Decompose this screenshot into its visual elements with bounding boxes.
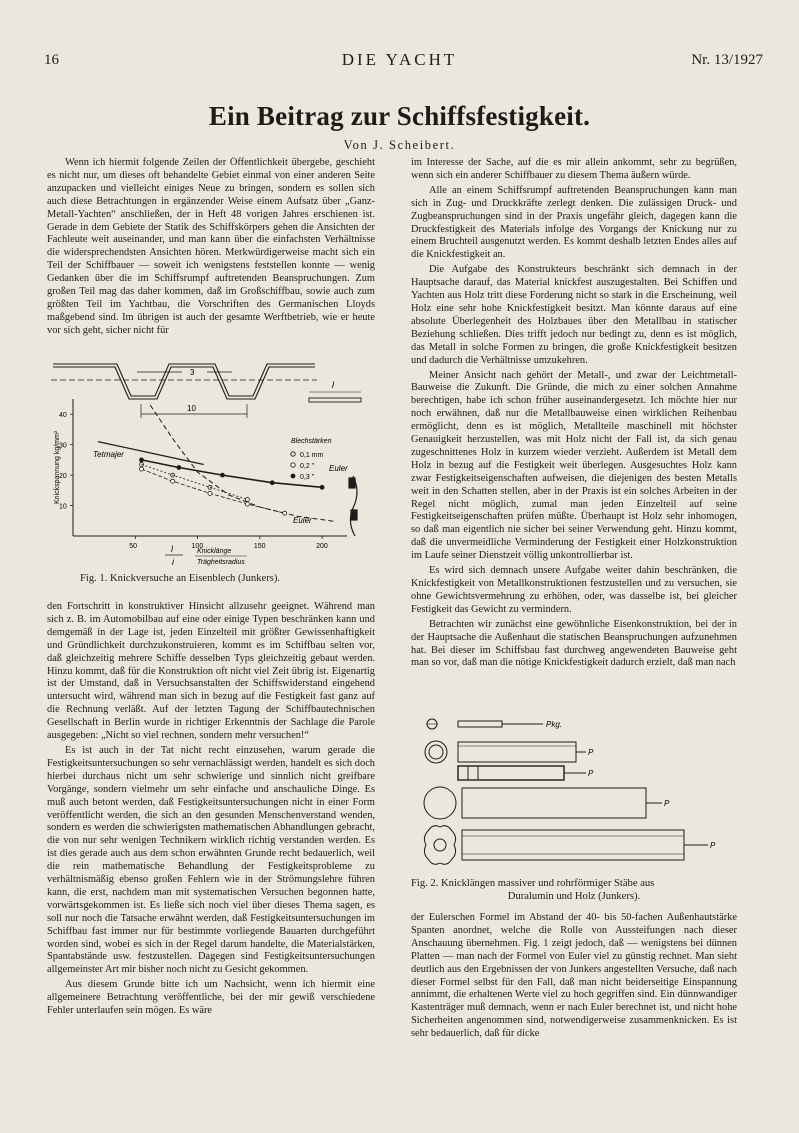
x-axis-label-den: i (172, 557, 174, 567)
dimension-label-3: 3 (190, 368, 195, 377)
x-tick-label: 150 (253, 543, 266, 550)
dimension-label-10: 10 (187, 404, 196, 413)
figure-2-caption-line-2: Duralumin und Holz (Junkers). (507, 891, 641, 902)
page-number: 16 (44, 52, 59, 68)
x-axis-label (165, 544, 247, 567)
data-point-0-2 (283, 511, 287, 515)
legend-marker-0-2 (291, 463, 295, 467)
data-point-0-2 (140, 467, 144, 471)
profiled-tube (462, 830, 684, 860)
data-point-0-3 (270, 481, 274, 485)
x-tick-label: 50 (129, 543, 138, 550)
series-line-0-2 (142, 469, 285, 513)
data-point-0-1-mm (245, 497, 249, 501)
legend-marker-0-3 (291, 474, 296, 479)
wood-bar (458, 766, 564, 780)
curve-label-euler-lower: Euler (293, 516, 312, 525)
figure-1-chart (47, 354, 377, 572)
data-point-0-2 (208, 491, 212, 495)
load-label: P (588, 748, 594, 757)
y-tick-label: 10 (59, 503, 67, 511)
load-label: P (664, 799, 670, 808)
curve-label-euler-upper: Euler (329, 464, 348, 473)
y-tick-label: 40 (59, 412, 67, 420)
curve-label-tetmajer: Tetmajer (93, 450, 124, 459)
small-rod (458, 721, 502, 727)
data-point-0-3 (177, 466, 181, 470)
load-label: P (588, 769, 594, 778)
data-point-0-3 (220, 473, 224, 477)
legend-entry-0-3: 0,3 " (300, 474, 315, 481)
legend (291, 438, 332, 481)
data-point-0-2 (245, 502, 249, 506)
legend-title: Blechstärken (291, 438, 332, 445)
data-point-0-2 (171, 479, 175, 483)
article-title: Ein Beitrag zur Schiffsfestigkeit. (208, 101, 591, 131)
medium-tube (458, 742, 576, 762)
figure-2-caption (411, 877, 737, 903)
profiled-tube-section (424, 826, 455, 865)
figure-2-diagram (418, 710, 738, 870)
x-tick-label: 200 (316, 543, 328, 550)
journal-title: DIE YACHT (341, 50, 458, 69)
paragraph: Aus diesem Grunde bitte ich um Nachsicht, wenn ich hiermit eine allgemeinere Betrachtung veröffentliche, bei der mir gewiß verschiedene Fehler unterlaufen sein mögen. Es wäre (47, 979, 375, 1017)
legend-entry-0-2: 0,2 " (300, 463, 315, 470)
left-column-top (47, 157, 375, 353)
data-point-0-3 (140, 458, 144, 462)
paragraph: im Interesse der Sache, auf die es mir allein ankommt, sehr zu begrüßen, wenn sich ein anderer Schiffbauer zu diesem Thema äußern würde. (411, 157, 737, 181)
y-tick-labels (59, 412, 73, 510)
x-axis-label-num: l (171, 544, 173, 554)
issue-number: Nr. 13/1927 (691, 52, 763, 68)
y-tick-label: 20 (59, 473, 67, 481)
large-tube (462, 788, 646, 818)
paragraph: Es ist auch in der Tat nicht recht einzusehen, warum gerade die Festigkeitsuntersuchungen so sehr vernachlässigt werden, handelt es sich doch hierbei durchaus nicht um sehr schwierige und sinnlich nicht greifbare Vorgänge, sondern vielmehr um sehr einfache und anschauliche Dinge. Es muß auch betont werden, daß Festigkeitsuntersuchungen nicht in einer Form veröffentlicht werden, die sich an den gesunden Menschenverstand wenden, sondern es werden die schwierigsten mathematischen Abhandlungen gebracht, die von nur sehr wenigen Technikern wirklich richtig verstanden werden. Es ist dies gerade auch aus dem schon erwähnten Grunde recht bedauerlich, weil die rein mathematische Behandlung der Festigkeitsprobleme zu verhältnismäßig ebenso großen Fehlern wie in der Strömungslehre führen kann, die erst, nachdem man mit systematischen Versuchen begonnen hatte, vorwärtsgekommen ist. Es ließe sich noch viel über dieses Thema sagen, es soll nur noch die Tatsache erwähnt werden, daß Festigkeitsuntersuchungen im Schiffbau fast immer nur für bestimmte vorliegende Bauarten durchgeführt worden sind, wobei es sich in der Regel darum handelte, die Materialstärken, Spantabstände usw. festzustellen. Dagegen sind Festigkeitsuntersuchungen allgemeinster Art mir bisher noch nicht zu Gesicht gekommen. (47, 744, 375, 976)
paragraph: den Fortschritt in konstruktiver Hinsicht allzusehr geeignet. Während man sich z. B. im Automobilbau auf eine oder einige Typen beschränken kann und demgemäß in der Lage ist, jeden Einzelteil mit größter Gewissenhaftigkeit und Gründlichkeit durchzukonstruieren, kommt es im Schiffbau selten vor, daß gleichzeitig mehrere Schiffe desselben Typs gleichzeitig gebaut werden. Hinzu kommt, daß für die Konstruktion oft nicht viel Zeit übrig ist. Eigenartig ist der Umstand, daß in Versuchsanstalten der Schiffswiderstand eingehend untersucht wird, während man sich in bezug auf die Festigkeit fast ganz auf die Rechnung verläßt. Auf der letzten Tagung der Schiffbautechnischen Gesellschaft in Berlin wurde in richtiger Erkenntnis der Sachlage die Parole ausgegeben: „Nicht so viel rechnen, sondern mehr versuchen!“ (47, 601, 375, 742)
large-tube-section (424, 787, 456, 819)
y-axis-label: Knickspannung kg/mm² (54, 430, 61, 504)
paragraph: Meiner Ansicht nach gehört der Metall-, und zwar der Leichtmetall-Bauweise die Zukunft. Die Gründe, die mich zu einer solchen Annahme berechtigen, habe ich schon früher auseinandergesetzt. Ich möchte hier nur noch erwähnen, daß nur die Metallbauweise einen wirklichen Reihenbau ermöglicht, denn es ist möglich, Metallteile maschinell mit höchster Genauigkeit herzustellen, was mit Holz nicht der Fall ist, da sich genau zugeschnittenes Holz in kurzem wieder verzieht. Außerdem ist Metall dem Holz in bezug auf die Festigkeit weit überlegen. Ausgesuchtes Holz kann zwar Festigkeitseigenschaften aufweisen, die diejenigen des besten Metalls weit in den Schatten stellen, aber in der Praxis ist ein solches Arbeiten in der Regel nicht möglich, zumal man jeden Einzelteil auf seine Festigkeitseigenschaften prüfen müßte. Überhaupt ist Holz sehr inhomogen, so daß man eigentlich nie sicher bei seiner Verwendung geht. Hinzu kommt, daß die unvermeidliche Verminderung der Festigkeit einer Holzkonstruktion im Laufe seiner Dienstzeit völlig unkontrollierbar ist. (411, 369, 737, 562)
sketch-label: l (332, 380, 334, 390)
legend-marker-0-1 (291, 452, 295, 456)
specimen-sketch (349, 476, 357, 536)
data-point-0-3 (320, 485, 324, 489)
paragraph: Wenn ich hiermit folgende Zeilen der Öffentlichkeit übergebe, geschieht es nicht nur, um dieses oft behandelte Gebiet einmal von einer anderen Seite anzupacken und vielleicht einiges Neue zu bringen, sondern es sollen sich auch diese Betrachtungen in ergänzender Weise einem Aufsatz über „Ganz-Metall-Yachten“ anschließen, der in Heft 48 vorigen Jahres erschienen ist. Gerade in dem Gebiete der Statik des Schiffskörpers gehen die Ansichten der Fachleute weit auseinander, und man kann über die einfachsten Verhältnisse die widersprechendsten Ansichten hören. Merkwürdigerweise macht sich ein Teil der Schiffbauer — soweit ich wenigstens feststellen konnte — wenig Gedanken über die im Schiffsrumpf auftretenden Beanspruchungen. Zum großen Teil mag das daher kommen, daß im Großschiffbau, sowie auch zum größten Teil im Yachtbau, die Vorschriften des Germanischen Lloyds maßgebend sind. Im übrigen ist auch der gesamte Werftbetrieb, wie er heute vor sich geht, sicher nicht für (47, 157, 375, 336)
weight-label: Pkg. (546, 720, 563, 729)
x-axis-desc-bottom: Trägheitsradius (197, 559, 245, 566)
paragraph: Die Aufgabe des Konstrukteurs beschränkt sich demnach in der Hauptsache darauf, das Material knickfest auszugestalten. Bei Schiffen und Yachten aus Holz tritt diese Forderung nicht so stark in die Erscheinung, weil Holz eine sehr hohe Knickfestigkeit besitzt. Man könnte daraus auf eine absolute Überlegenheit des Holzbaues über den Metallbau in statischer Beziehung schließen. Dies trifft jedoch nur bedingt zu, denn es ist möglich, das Metall in solche Formen zu bringen, die große Knickfestigkeit besitzen und dadurch die Verhältnisse umzukehren. (411, 264, 737, 366)
beam-sketch (51, 364, 361, 418)
x-tick-label: 100 (191, 543, 204, 550)
y-tick-label: 30 (59, 442, 67, 450)
paragraph: Alle an einem Schiffsrumpf auftretenden Beanspruchungen kann man sich in Zug- und Druckkräfte zerlegt denken. Die zulässigen Druck- und Zugbeanspruchungen sind in der Praxis ungefähr gleich, dagegen kann die Druckfestigkeit des Materials infolge des Vorgangs der Knickung nur zu einem Bruchteil ausgenutzt werden. Es kommt deshalb letzten Endes alles auf die Knickfestigkeit an. (411, 184, 737, 261)
figure-2-caption-line-1: Fig. 2. Knicklängen massiver und rohrförmiger Stäbe aus (411, 878, 655, 889)
figure-1-caption: Fig. 1. Knickversuche an Eisenblech (Junkers). (80, 573, 281, 584)
medium-tube-section (425, 741, 447, 763)
right-column-bottom (411, 912, 737, 1077)
paragraph: Betrachten wir zunächst eine gewöhnliche Eisenkonstruktion, bei der in der Hauptsache die Außenhaut die statischen Beanspruchungen aufzunehmen hat. Bei dieser im Schiffsbau fast durchweg angewendeten Bauweise geht man so vor, daß man die nötige Knickfestigkeit dadurch erzielt, daß man nach (411, 618, 737, 669)
article-byline: Von J. Scheibert. (343, 138, 456, 152)
load-label: P (710, 841, 716, 850)
legend-entry-0-1: 0,1 mm (300, 452, 324, 459)
x-axis-desc-top: Knicklänge (197, 548, 232, 555)
right-column-top (411, 157, 737, 726)
left-column-bottom (47, 601, 375, 1075)
paragraph: der Eulerschen Formel im Abstand der 40- bis 50-fachen Außenhautstärke Spanten anordnet, welche die Rolle von Aussteifungen nach dieser Anschauung übernehmen. Fig. 1 zeigt jedoch, daß — wenigstens bei dünnen Platten — man nach der Formel von Euler viel zu günstig rechnet. Man sieht deutlich aus den Ergebnissen der von Junkers angestellten Versuche, daß nach dieser Formel selbst für den Fall, daß man nicht beiderseitige Einspannung annimmt, die erhaltenen Werte viel zu hoch gegriffen sind. Ein dünnwandiger Kastenträger muß demnach, wenn er nach Euler berechnet ist, und nicht hohe Sicherheiten angenommen sind, notwendigerweise zusammenknicken. Es ist sehr bedauerlich, daß für dicke (411, 912, 737, 1040)
paragraph: Es wird sich demnach unsere Aufgabe weiter dahin beschränken, die Knickfestigkeit von Metallkonstruktionen festzustellen und zu versuchen, sie ohne Gewichtsvermehrung zu erhöhen, oder, was dasselbe ist, bei gleicher Festigkeit das Gewicht zu vermindern. (411, 565, 737, 615)
